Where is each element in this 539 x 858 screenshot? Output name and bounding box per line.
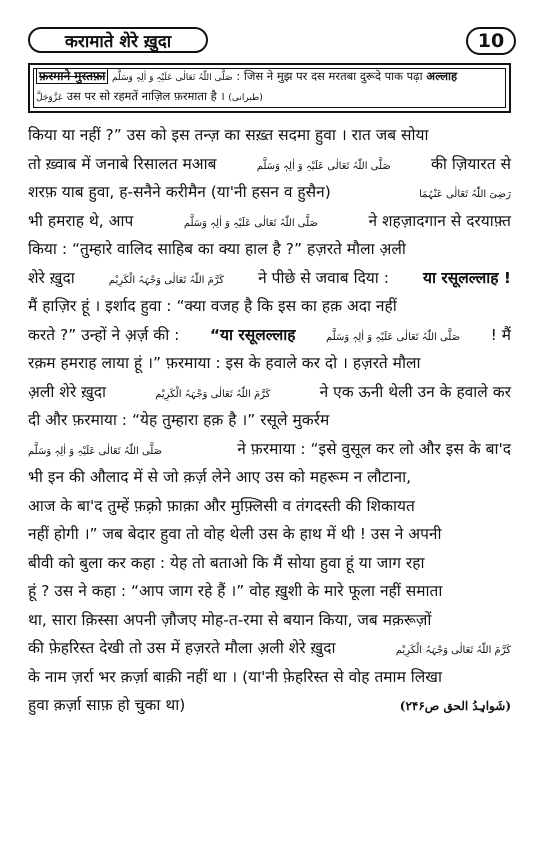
body-line	[28, 520, 511, 549]
body-line-text: तो ख़्वाब में जनाबे रिसालत मआब	[28, 154, 217, 173]
body-line-text: शरफ़ याब हुवा, ह-सनैने करीमैन (या'नी हसन व हुसैन)	[28, 183, 331, 201]
book-title	[28, 27, 208, 53]
body-line-text: भी इन की औलाद में से जो क़र्ज़ लेने आए उस को महरूम न लौटाना,	[28, 468, 412, 486]
emphasis-text: या रसूलल्लाह !	[423, 268, 511, 287]
body-line	[28, 577, 511, 606]
body-line-text: ने फ़रमाया : “इसे वुसूल कर लो और इस के बा'द	[237, 439, 511, 458]
body-line	[28, 549, 511, 578]
body-line	[28, 264, 511, 293]
body-line-text: आज के बा'द तुम्हें फ़क़्रो फ़ाक़ा और मुफ़्लिसी व तंगदस्ती की शिकायत	[28, 496, 415, 515]
hadith-salawat: صَلَّی اللّٰہُ تَعَالٰی عَلَیْہِ وَ اٰلِہٖ وَسَلَّم	[111, 73, 233, 83]
body-line	[28, 178, 511, 207]
body-line	[28, 406, 511, 435]
body-line	[28, 321, 511, 350]
hadith-lead: फ़रमाने मुस्तफ़ा	[36, 68, 108, 84]
body-line	[28, 150, 511, 179]
body-line-text: नहीं होगी ।” जब बेदार हुवा तो वोह थेली उस के हाथ में थी ! उस ने अपनी	[28, 525, 442, 543]
body-text	[28, 121, 511, 720]
source-reference: (شَواہِدُ الحق ص۲۴۶)	[399, 699, 511, 713]
honorific-text: کَرَّمَ اللّٰہُ تَعَالٰی وَجْہَہُ الْکَرِیْم	[155, 388, 271, 400]
body-line	[28, 606, 511, 635]
hadith-allah: अल्लाह	[426, 69, 458, 83]
salawat-text: صَلَّی اللّٰہُ تَعَالٰی عَلَیْہِ وَ اٰلِہٖ وَسَلَّم	[326, 331, 461, 343]
emphasis-text: “या रसूलल्लाह	[209, 325, 296, 344]
body-line	[28, 463, 511, 492]
body-line-text: दी और फ़रमाया : “येह तुम्हारा हक़ है ।” रसूले मुकर्रम	[28, 411, 330, 429]
salawat-text: صَلَّی اللّٰہُ تَعَالٰی عَلَیْہِ وَ اٰلِہٖ وَسَلَّم	[256, 160, 391, 172]
body-line-text: हूं ? उस ने कहा : “आप जाग रहे हैं ।” वोह ख़ुशी के मारे फूला नहीं समाता	[28, 582, 443, 600]
hadith-line2-arabic: عَزَّوَجَلَّ	[36, 93, 64, 103]
body-line-text: भी हमराह थे, आप	[28, 211, 134, 230]
hadith-source: (طبرانی)	[228, 93, 263, 103]
page-number-text: 10	[477, 30, 505, 52]
honorific-text: رَضِیَ اللّٰہُ تَعَالٰی عَنْہُمَا	[419, 189, 511, 200]
salawat-text: صَلَّی اللّٰہُ تَعَالٰی عَلَیْہِ وَ اٰلِہٖ وَسَلَّم	[183, 217, 318, 229]
book-title-text: करामाते शेरे ख़ुदा	[64, 31, 172, 52]
body-line	[28, 691, 511, 720]
body-line-text: बीवी को बुला कर कहा : येह तो बताओ कि मैं सोया हुवा हूं या जाग रहा	[28, 553, 425, 572]
hadith-line1-text: : जिस ने मुझ पर दस मरतबा दुरूदे पाक पढ़ा	[236, 69, 423, 83]
body-line	[28, 207, 511, 236]
body-line	[28, 292, 511, 321]
salawat-text: صَلَّی اللّٰہُ تَعَالٰی عَلَیْہِ وَ اٰلِہٖ وَسَلَّم	[28, 445, 163, 457]
hadith-line-2	[36, 89, 263, 105]
body-line-text: की ज़ियारत से	[431, 154, 511, 173]
body-line-text: रक़म हमराह लाया हूं ।” फ़रमाया : इस के हवाले कर दो । हज़रते मौला	[28, 354, 421, 372]
body-line-text: शेरे ख़ुदा	[28, 268, 75, 287]
body-line	[28, 634, 511, 663]
body-line-text: ने एक ऊनी थेली उन के हवाले कर	[319, 382, 511, 401]
honorific-text: کَرَّمَ اللّٰہُ تَعَالٰی وَجْہَہُ الْکَرِیْم	[108, 274, 225, 286]
body-line-text: ने पीछे से जवाब दिया :	[258, 268, 389, 287]
body-line-text: किया : “तुम्हारे वालिद साहिब का क्या हाल है ?” हज़रते मौला अ़ली	[28, 240, 406, 258]
body-line-text: करते ?” उन्हों ने अ़र्ज़ की :	[28, 325, 180, 344]
body-line	[28, 349, 511, 378]
body-line	[28, 435, 511, 464]
hadith-box	[28, 63, 511, 113]
body-line-text: के नाम ज़र्रा भर क़र्ज़ा बाक़ी नहीं था । (या'नी फ़ेहरिस्त से वोह तमाम लिखा	[28, 667, 442, 686]
hadith-line2-text: उस पर सो रहमतें नाज़िल फ़रमाता है ।	[66, 89, 225, 103]
body-line	[28, 121, 511, 150]
body-line	[28, 235, 511, 264]
honorific-text: کَرَّمَ اللّٰہُ تَعَالٰی وَجْہَہُ الْکَرِیْم	[395, 645, 511, 656]
body-line-text: अ़ली शेरे ख़ुदा	[28, 382, 107, 401]
body-line-text: ने शहज़ादगान से दरयाफ़्त	[368, 211, 511, 230]
hadith-line-1	[36, 69, 457, 85]
body-line-text: किया या नहीं ?” उस को इस तन्ज़ का सख़्त सदमा हुवा । रात जब सोया	[28, 126, 429, 144]
page-number	[466, 27, 516, 55]
body-line-text: था, सारा क़िस्सा अपनी ज़ौजए मोह-त-रमा से बयान किया, जब मक़रूज़ों	[28, 610, 432, 629]
body-line-text: हुवा क़र्ज़ा साफ़ हो चुका था)	[28, 696, 186, 714]
body-line	[28, 378, 511, 407]
body-line-text: ! मैं	[490, 325, 511, 344]
body-line-text: की फ़ेहरिस्त देखी तो उस में हज़रते मौला अ़ली शेरे ख़ुदा	[28, 639, 336, 657]
body-line-text: मैं हाज़िर हूं । इर्शाद हुवा : “क्या वजह है कि इस का हक़ अदा नहीं	[28, 297, 397, 315]
body-line	[28, 492, 511, 521]
body-line	[28, 663, 511, 692]
